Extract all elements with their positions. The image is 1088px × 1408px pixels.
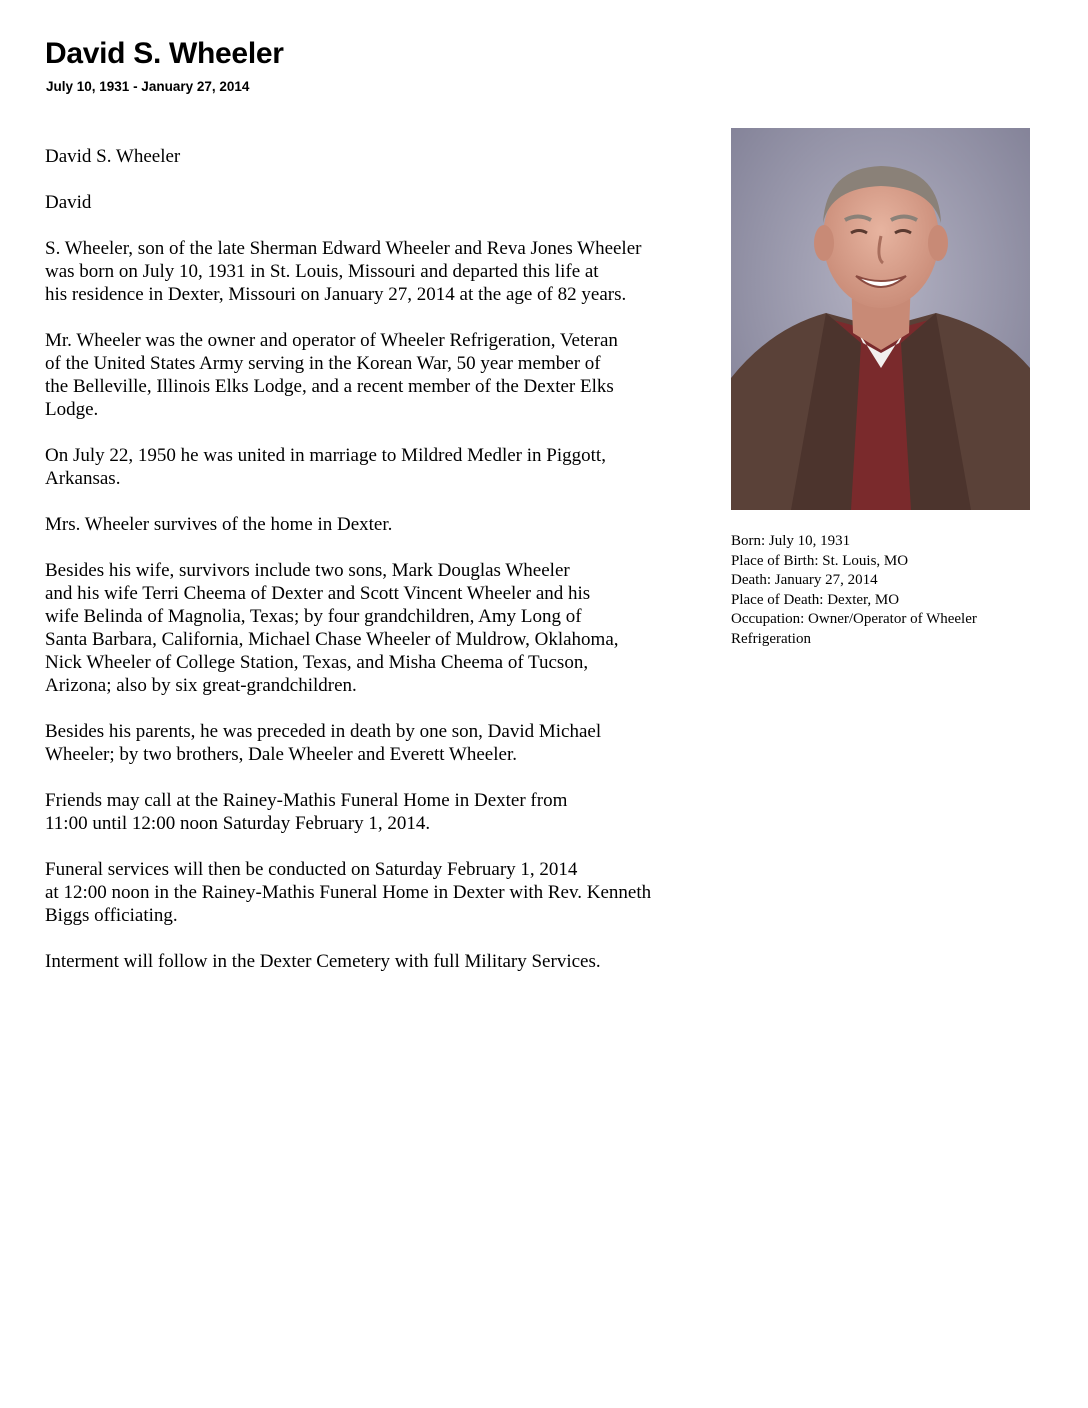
obituary-paragraph: David S. Wheeler	[45, 146, 181, 167]
life-dates: July 10, 1931 - January 27, 2014	[46, 79, 250, 94]
obituary-paragraph: Mrs. Wheeler survives of the home in Dexter.	[45, 514, 393, 535]
obituary-paragraph: Besides his parents, he was preceded in death by one son, David Michael Wheeler; by two brothers, Dale Wheeler and Everett Wheeler.	[45, 721, 602, 765]
obituary-body	[45, 145, 735, 996]
page-title: David S. Wheeler	[45, 37, 284, 70]
obituary-paragraph: S. Wheeler, son of the late Sherman Edward Wheeler and Reva Jones Wheeler was born on July 10, 1931 in St. Louis, Missouri and departed this life at his residence in Dexter, Missouri on January 27, 2014 at the age of 82 years.	[45, 238, 642, 305]
obituary-paragraph: Funeral services will then be conducted on Saturday February 1, 2014 at 12:00 noon in the Rainey-Mathis Funeral Home in Dexter with Rev. Kenneth Biggs officiating.	[45, 859, 652, 926]
death-fact: Death: January 27, 2014	[731, 572, 878, 588]
portrait-photo	[731, 128, 1030, 510]
obituary-paragraph: On July 22, 1950 he was united in marriage to Mildred Medler in Piggott, Arkansas.	[45, 445, 606, 489]
born-fact: Born: July 10, 1931	[731, 533, 851, 549]
obituary-paragraph: Besides his wife, survivors include two sons, Mark Douglas Wheeler and his wife Terri Cheema of Dexter and Scott Vincent Wheeler and his wife Belinda of Magnolia, Texas; by four grandchildren, Amy Long of Santa Barbara, California, Michael Chase Wheeler of Muldrow, Oklahoma, Nick Wheeler of College Station, Texas, and Misha Cheema of Tucson, Arizona; also by six great-grandchildren.	[45, 560, 619, 696]
occupation-fact-continued: Refrigeration	[731, 630, 811, 647]
place-of-birth-fact: Place of Birth: St. Louis, MO	[731, 552, 909, 569]
obituary-paragraph: Mr. Wheeler was the owner and operator of Wheeler Refrigeration, Veteran of the United States Army serving in the Korean War, 50 year member of the Belleville, Illinois Elks Lodge, and a recent member of the Dexter Elks Lodge.	[45, 330, 618, 420]
obituary-paragraph: Friends may call at the Rainey-Mathis Funeral Home in Dexter from 11:00 until 12:00 noon Saturday February 1, 2014.	[45, 790, 568, 834]
occupation-fact: Occupation: Owner/Operator of Wheeler	[731, 611, 977, 627]
obituary-paragraph: Interment will follow in the Dexter Cemetery with full Military Services.	[45, 951, 601, 972]
place-of-death-fact: Place of Death: Dexter, MO	[731, 591, 900, 608]
facts-sidebar	[731, 532, 1061, 649]
obituary-paragraph: David	[45, 192, 92, 213]
